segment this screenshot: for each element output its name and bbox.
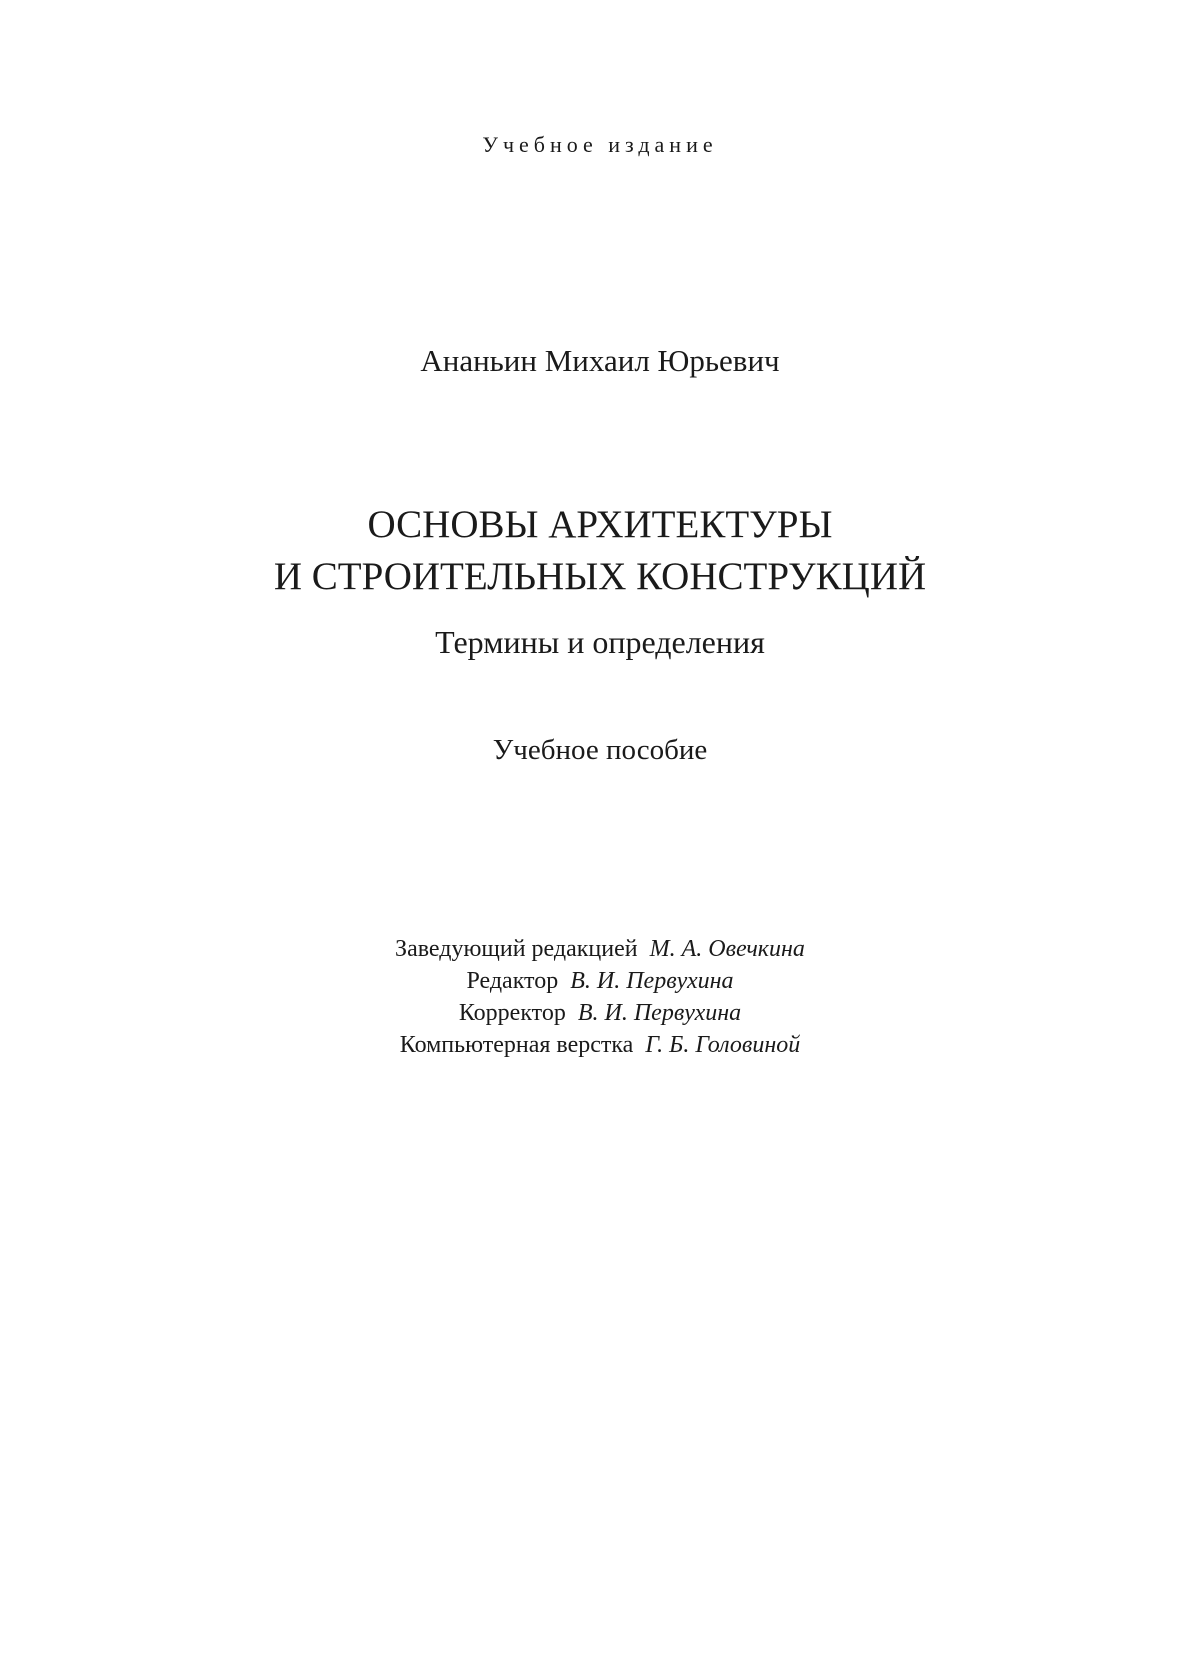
author-name: Ананьин Михаил Юрьевич [420,343,780,378]
book-title-line-1: ОСНОВЫ АРХИТЕКТУРЫ [367,503,833,546]
edition-type: Учебное издание [482,132,718,157]
credit-name: В. И. Первухина [577,1000,742,1026]
credit-line-proofreader [0,997,1200,1029]
book-subtitle: Термины и определения [435,624,765,660]
credit-name: В. И. Первухина [570,968,734,994]
document-type: Учебное пособие [492,734,708,766]
book-title-line-2: И СТРОИТЕЛЬНЫХ КОНСТРУКЦИЙ [273,555,927,598]
credit-role: Заведующий редакцией [395,936,638,962]
credit-role: Редактор [466,968,559,994]
credit-name: М. А. Овечкина [649,936,805,962]
credit-line-head-editor [0,933,1200,965]
credit-line-editor [0,965,1200,997]
credit-role: Корректор [458,1000,566,1026]
credits-block [0,933,1200,1061]
credit-line-layout [0,1029,1200,1061]
credit-role: Компьютерная верстка [399,1032,634,1058]
credit-name: Г. Б. Головиной [645,1032,801,1058]
